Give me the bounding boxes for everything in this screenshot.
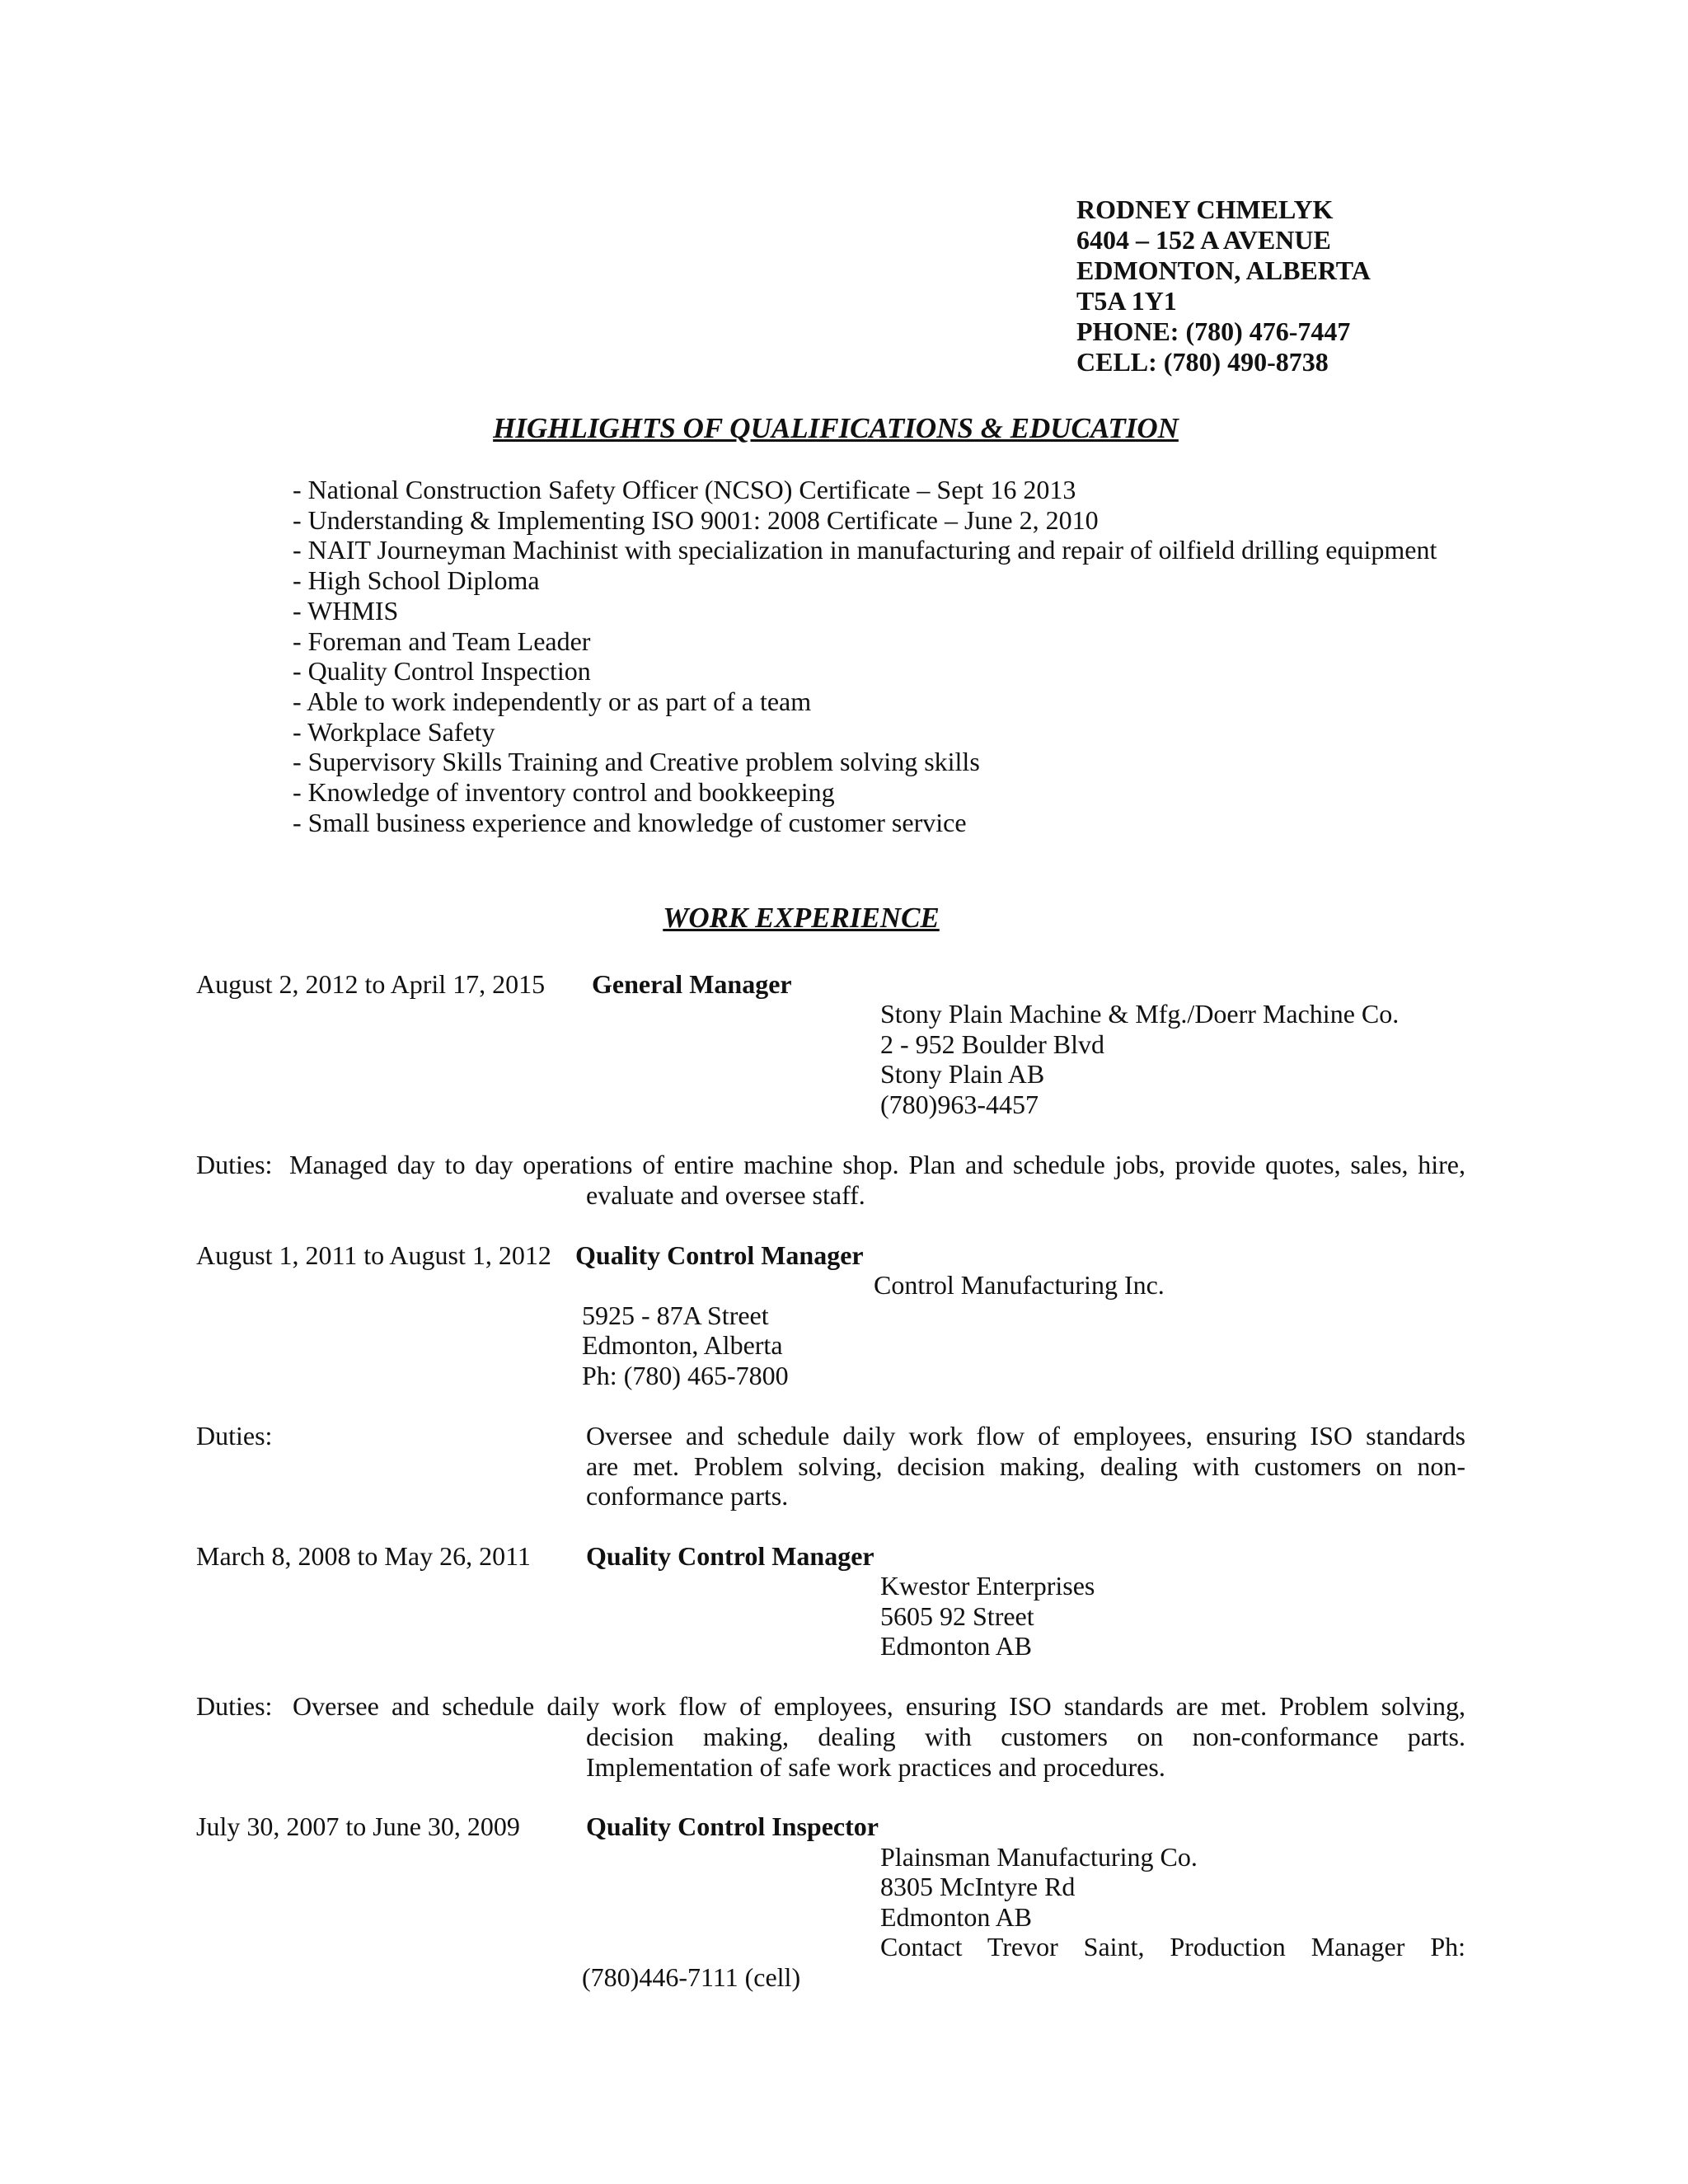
highlight-item: - Understanding & Implementing ISO 9001: 2008 Certificate – June 2, 2010 (293, 504, 1099, 535)
highlight-item: - Supervisory Skills Training and Creative problem solving skills (293, 747, 980, 777)
highlights-list (293, 475, 1465, 837)
job-dates: July 30, 2007 to June 30, 2009 (196, 1811, 520, 1841)
highlight-item: - Small business experience and knowledge of customer service (293, 807, 967, 837)
contact-street: 6404 – 152 A AVENUE (1076, 225, 1331, 255)
company-line: Stony Plain AB (880, 1059, 1045, 1089)
contact-postal: T5A 1Y1 (1076, 286, 1177, 316)
company-line: Plainsman Manufacturing Co. (880, 1842, 1198, 1872)
duties-text (293, 1691, 1465, 1722)
duties-text (586, 1421, 1465, 1511)
duties-label: Duties: (196, 1421, 273, 1451)
company-line: Kwestor Enterprises (880, 1571, 1095, 1601)
job-title: General Manager (592, 969, 792, 999)
contact-block (1076, 194, 1371, 377)
job-title: Quality Control Manager (586, 1541, 874, 1571)
job-dates: August 2, 2012 to April 17, 2015 (196, 969, 546, 999)
highlights-heading: HIGHLIGHTS OF QUALIFICATIONS & EDUCATION (493, 412, 1179, 444)
highlight-item: - WHMIS (293, 595, 399, 626)
duties-text (289, 1150, 1465, 1180)
duties-line: decision making, dealing with customers on non-conformance parts. (586, 1722, 1465, 1751)
company-line: 5605 92 Street (880, 1601, 1034, 1631)
company-line: (780)963-4457 (880, 1090, 1039, 1119)
duties-line: Oversee and schedule daily work flow of employees, ensuring ISO standards (586, 1421, 1465, 1451)
highlight-item: - High School Diploma (293, 565, 540, 596)
duties-line: Implementation of safe work practices and procedures. (586, 1751, 1165, 1782)
company-line: Control Manufacturing Inc. (874, 1270, 1165, 1300)
highlight-item: - National Construction Safety Officer (NCSO) Certificate – Sept 16 2013 (293, 475, 1076, 504)
company-line: Stony Plain Machine & Mfg./Doerr Machine Co. (880, 999, 1400, 1029)
duties-text (586, 1722, 1465, 1782)
highlight-item: - NAIT Journeyman Machinist with specialization in manufacturing and repair of oilfield drilling equipment (293, 535, 1437, 565)
duties-line: Oversee and schedule daily work flow of employees, ensuring ISO standards are met. Problem solving, (293, 1691, 1465, 1721)
company-line: 8305 McIntyre Rd (880, 1872, 1076, 1901)
contact-name: RODNEY CHMELYK (1076, 194, 1334, 224)
job-title: Quality Control Inspector (586, 1811, 879, 1841)
company-line: Edmonton AB (880, 1631, 1033, 1661)
company-line: Edmonton AB (880, 1902, 1033, 1932)
contact-cell: CELL: (780) 490-8738 (1076, 347, 1329, 377)
duties-line: are met. Problem solving, decision making, dealing with customers on non- (586, 1451, 1465, 1481)
duties-line: Managed day to day operations of entire machine shop. Plan and schedule jobs, provide quotes, sales, hire, (289, 1150, 1465, 1179)
job-title: Quality Control Manager (575, 1240, 864, 1270)
contact-city: EDMONTON, ALBERTA (1076, 255, 1371, 285)
highlight-item: - Knowledge of inventory control and bookkeeping (293, 777, 835, 808)
company-contact (880, 1932, 1465, 1962)
company-line: Contact Trevor Saint, Production Manager Ph: (880, 1932, 1465, 1961)
company-line: (780)446-7111 (cell) (582, 1962, 801, 1992)
duties-label: Duties: (196, 1150, 273, 1179)
company-line: 2 - 952 Boulder Blvd (880, 1029, 1104, 1059)
highlight-item: - Foreman and Team Leader (293, 626, 591, 656)
contact-phone: PHONE: (780) 476-7447 (1076, 316, 1351, 346)
duties-label: Duties: (196, 1691, 273, 1721)
company-line: Edmonton, Alberta (582, 1330, 783, 1360)
job-dates: August 1, 2011 to August 1, 2012 (196, 1240, 551, 1270)
company-line: 5925 - 87A Street (582, 1301, 769, 1330)
work-heading: WORK EXPERIENCE (663, 902, 940, 934)
duties-line: evaluate and oversee staff. (586, 1180, 865, 1210)
highlight-item: - Quality Control Inspection (293, 656, 591, 687)
highlight-item: - Able to work independently or as part of a team (293, 686, 812, 716)
highlight-item: - Workplace Safety (293, 716, 495, 747)
company-line: Ph: (780) 465-7800 (582, 1361, 789, 1390)
job-dates: March 8, 2008 to May 26, 2011 (196, 1541, 531, 1571)
duties-line: conformance parts. (586, 1481, 789, 1511)
